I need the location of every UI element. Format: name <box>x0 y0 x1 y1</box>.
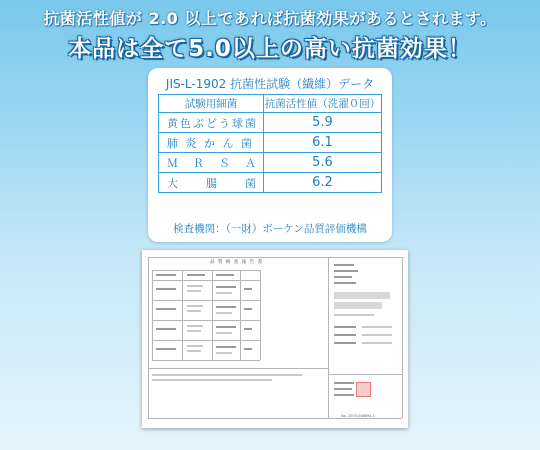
table-row <box>159 113 382 133</box>
table-row <box>159 173 382 193</box>
test-data-panel <box>148 68 392 242</box>
testing-agency: 検査機関：（一財）ボーケン品質評価機構 <box>173 223 367 235</box>
activity-value: 6.1 <box>264 133 382 153</box>
seal-stamp <box>356 382 371 397</box>
table-header-row <box>159 95 382 113</box>
report-title: 品 質 検 査 報 告 書 <box>210 260 264 265</box>
activity-value: 5.6 <box>264 153 382 173</box>
bacteria-name: Ｍ Ｒ Ｓ Ａ <box>159 153 264 173</box>
antibacterial-table <box>158 94 382 193</box>
column-header: 試験用細菌 <box>159 95 264 113</box>
table-row <box>159 133 382 153</box>
table-row <box>159 153 382 173</box>
activity-value: 5.9 <box>264 113 382 133</box>
column-header: 抗菌活性値（洗濯０回） <box>264 95 382 113</box>
activity-value: 6.2 <box>264 173 382 193</box>
bacteria-name: 黄色ぶどう球菌 <box>159 113 264 133</box>
test-data-title: JIS-L-1902 抗菌性試験（繊維）データ <box>165 77 375 91</box>
bacteria-name: 肺 炎 か ん 菌 <box>159 133 264 153</box>
headline-claim: 本品は全て5.0以上の高い抗菌効果！ <box>68 36 472 62</box>
report-number: No. 2003-008894-1 <box>341 414 375 418</box>
bacteria-name: 大 腸 菌 <box>159 173 264 193</box>
quality-report-scan <box>142 250 408 428</box>
headline-note: 抗菌活性値が 2.0 以上であれば抗菌効果があるとされます。 <box>43 9 497 28</box>
